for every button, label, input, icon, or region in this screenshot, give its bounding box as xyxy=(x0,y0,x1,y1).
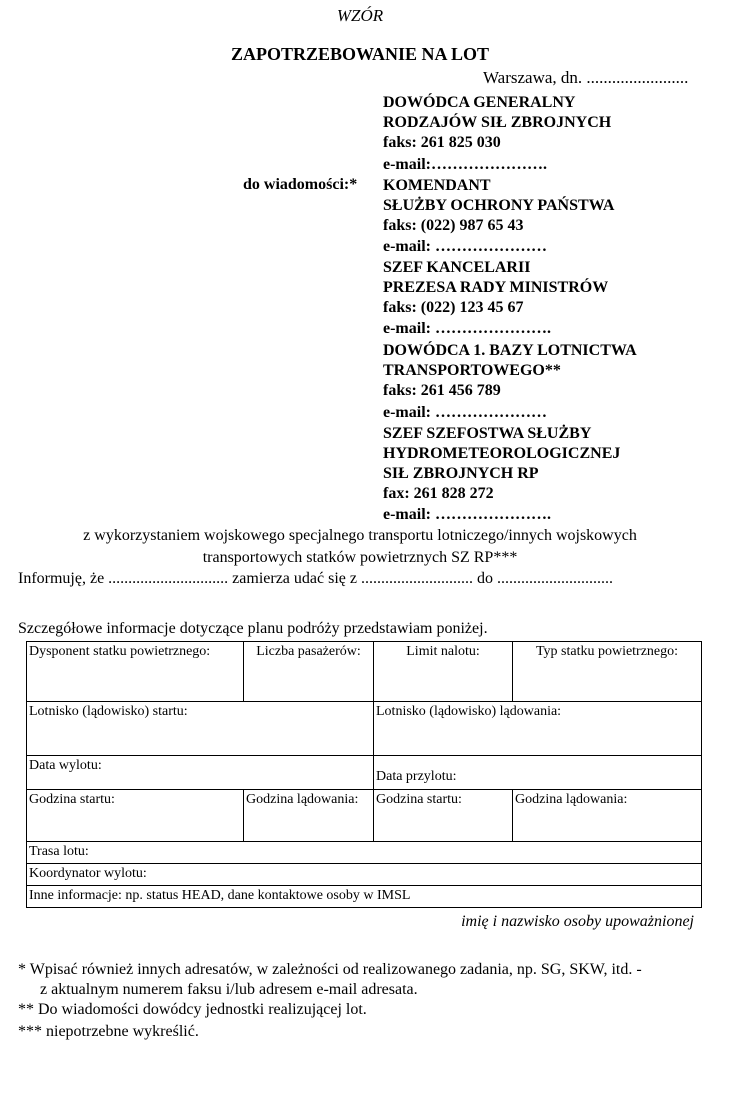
recipient-main-email: e-mail:…………………. xyxy=(383,156,547,173)
flight-plan-table xyxy=(26,641,702,908)
recipient-cc-1-email: e-mail: ………………… xyxy=(383,238,547,255)
footnote-1 xyxy=(18,960,642,1000)
recipient-cc-3-email: e-mail: ………………… xyxy=(383,404,547,421)
recipient-line: RODZAJÓW SIŁ ZBROJNYCH xyxy=(383,114,612,131)
cell-godzina-ladowania-2[interactable]: Godzina lądowania: xyxy=(513,790,702,842)
cell-limit-nalotu[interactable]: Limit nalotu: xyxy=(374,642,513,702)
recipient-line: SIŁ ZBROJNYCH RP xyxy=(383,465,539,482)
info-line: Informuję, że .............................. zamierza udać się z ............................ do ............................. xyxy=(18,570,613,587)
recipient-fax: faks: (022) 123 45 67 xyxy=(383,299,524,316)
recipient-fax: faks: 261 456 789 xyxy=(383,382,501,399)
document-title: ZAPOTRZEBOWANIE NA LOT xyxy=(230,44,490,64)
recipient-main xyxy=(383,93,611,153)
recipient-line: HYDROMETEOROLOGICZNEJ xyxy=(383,445,621,462)
recipient-line: TRANSPORTOWEGO** xyxy=(383,362,561,379)
footnote-2: ** Do wiadomości dowódcy jednostki realizującej lot. xyxy=(18,1001,367,1018)
cell-data-przylotu[interactable]: Data przylotu: xyxy=(374,756,702,790)
recipient-cc-2-email: e-mail: …………………. xyxy=(383,320,551,337)
cell-dysponent[interactable]: Dysponent statku powietrznego: xyxy=(27,642,244,702)
recipient-line: SZEF SZEFOSTWA SŁUŻBY xyxy=(383,425,592,442)
cell-godzina-startu-1[interactable]: Godzina startu: xyxy=(27,790,244,842)
details-line: Szczegółowe informacje dotyczące planu podróży przedstawiam poniżej. xyxy=(18,620,488,637)
cell-inne-informacje[interactable]: Inne informacje: np. status HEAD, dane kontaktowe osoby w IMSL xyxy=(27,886,702,908)
cell-koordynator[interactable]: Koordynator wylotu: xyxy=(27,864,702,886)
recipient-cc-2 xyxy=(383,258,608,318)
cell-godzina-startu-2[interactable]: Godzina startu: xyxy=(374,790,513,842)
date-line: Warszawa, dn. ........................ xyxy=(483,68,689,87)
signature-label: imię i nazwisko osoby upoważnionej xyxy=(461,913,694,930)
footnote-1-line-2: z aktualnym numerem faksu i/lub adresem e-mail adresata. xyxy=(40,981,418,998)
recipient-line: DOWÓDCA 1. BAZY LOTNICTWA xyxy=(383,342,637,359)
cell-lotnisko-startu[interactable]: Lotnisko (lądowisko) startu: xyxy=(27,702,374,756)
cell-trasa-lotu[interactable]: Trasa lotu: xyxy=(27,842,702,864)
cell-typ-statku[interactable]: Typ statku powietrznego: xyxy=(513,642,702,702)
cell-data-wylotu[interactable]: Data wylotu: xyxy=(27,756,374,790)
cell-lotnisko-ladowania[interactable]: Lotnisko (lądowisko) lądowania: xyxy=(374,702,702,756)
recipient-cc-4-email: e-mail: …………………. xyxy=(383,506,551,523)
cell-liczba-pasazerow[interactable]: Liczba pasażerów: xyxy=(244,642,374,702)
recipient-fax: faks: (022) 987 65 43 xyxy=(383,217,524,234)
footnote-1-line-1: * Wpisać również innych adresatów, w zależności od realizowanego zadania, np. SG, SKW, itd. - xyxy=(18,961,642,978)
transport-line-2: transportowych statków powietrznych SZ RP*** xyxy=(202,549,518,566)
recipient-cc-4 xyxy=(383,424,620,504)
cell-godzina-ladowania-1[interactable]: Godzina lądowania: xyxy=(244,790,374,842)
recipient-line: PREZESA RADY MINISTRÓW xyxy=(383,279,609,296)
recipient-fax: faks: 261 825 030 xyxy=(383,134,501,151)
transport-line-1: z wykorzystaniem wojskowego specjalnego transportu lotniczego/innych wojskowych xyxy=(83,527,637,544)
cc-label: do wiadomości:* xyxy=(243,176,358,193)
footnote-3: *** niepotrzebne wykreślić. xyxy=(18,1023,199,1040)
recipient-line: DOWÓDCA GENERALNY xyxy=(383,94,576,111)
recipient-cc-3 xyxy=(383,341,637,401)
recipient-fax: fax: 261 828 272 xyxy=(383,485,494,502)
recipient-line: SZEF KANCELARII xyxy=(383,259,531,276)
recipient-cc-1 xyxy=(383,176,614,236)
recipient-line: KOMENDANT xyxy=(383,177,491,194)
recipient-line: SŁUŻBY OCHRONY PAŃSTWA xyxy=(383,197,615,214)
wzor-label: WZÓR xyxy=(336,6,384,25)
